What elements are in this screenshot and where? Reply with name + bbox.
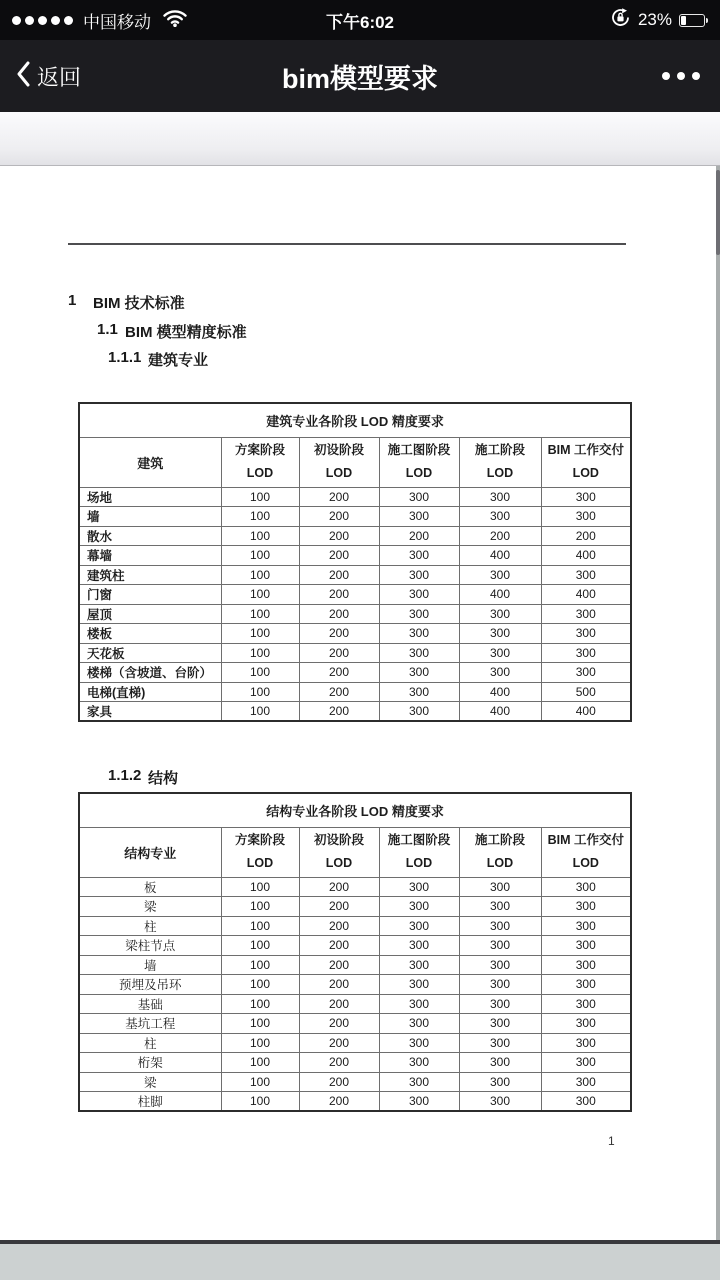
- table-corner-header: 结构专业: [79, 827, 221, 877]
- heading-1: [68, 292, 185, 313]
- lod-value-cell: 100: [221, 1014, 299, 1034]
- table-row: [79, 487, 631, 507]
- lod-value-cell: 200: [541, 526, 631, 546]
- table-row: [79, 663, 631, 683]
- lod-table-architecture: [78, 402, 632, 722]
- lod-value-cell: 200: [299, 663, 379, 683]
- table-column-header: BIM 工作交付 LOD: [541, 437, 631, 487]
- table-column-header: 施工图阶段 LOD: [379, 437, 459, 487]
- lod-value-cell: 200: [459, 526, 541, 546]
- lod-value-cell: 100: [221, 916, 299, 936]
- lod-value-cell: 300: [379, 507, 459, 527]
- table-row: [79, 1092, 631, 1112]
- heading-number: 1.1: [97, 321, 118, 338]
- lod-value-cell: 300: [541, 604, 631, 624]
- lod-value-cell: 100: [221, 585, 299, 605]
- lod-value-cell: 300: [541, 936, 631, 956]
- table-row: [79, 604, 631, 624]
- lod-value-cell: 300: [459, 1014, 541, 1034]
- row-label: 幕墙: [79, 546, 221, 566]
- lod-value-cell: 300: [379, 604, 459, 624]
- lod-value-cell: 100: [221, 897, 299, 917]
- lod-value-cell: 200: [299, 897, 379, 917]
- heading-1-1-2: [108, 767, 178, 788]
- lod-value-cell: 400: [541, 702, 631, 722]
- menu-dot-icon: [677, 72, 685, 80]
- row-label: 楼板: [79, 624, 221, 644]
- table-row: [79, 702, 631, 722]
- lod-value-cell: 100: [221, 682, 299, 702]
- row-label: 门窗: [79, 585, 221, 605]
- lod-value-cell: 300: [459, 565, 541, 585]
- lod-value-cell: 300: [379, 916, 459, 936]
- row-label: 预埋及吊环: [79, 975, 221, 995]
- row-label: 基础: [79, 994, 221, 1014]
- heading-text: 结构: [148, 770, 179, 787]
- table-row: [79, 507, 631, 527]
- table-column-header: 方案阶段 LOD: [221, 827, 299, 877]
- lod-value-cell: 300: [459, 1053, 541, 1073]
- lod-value-cell: 200: [299, 643, 379, 663]
- chevron-left-icon: [16, 61, 31, 92]
- document-page[interactable]: [0, 166, 716, 1240]
- lod-value-cell: 300: [459, 507, 541, 527]
- lod-value-cell: 100: [221, 975, 299, 995]
- lod-value-cell: 300: [379, 663, 459, 683]
- lod-value-cell: 300: [459, 897, 541, 917]
- heading-number: 1: [68, 292, 77, 309]
- lod-value-cell: 100: [221, 526, 299, 546]
- lod-value-cell: 300: [541, 1033, 631, 1053]
- row-label: 墙: [79, 507, 221, 527]
- row-label: 梁柱节点: [79, 936, 221, 956]
- clock-label: 下午6:02: [325, 12, 395, 32]
- lod-value-cell: 400: [541, 585, 631, 605]
- battery-percent-label: 23%: [637, 10, 672, 29]
- menu-dot-icon: [692, 72, 700, 80]
- lod-value-cell: 300: [379, 877, 459, 897]
- row-label: 楼梯（含坡道、台阶）: [79, 663, 221, 683]
- lod-value-cell: 200: [299, 604, 379, 624]
- table-row: [79, 1033, 631, 1053]
- lod-value-cell: 200: [299, 682, 379, 702]
- row-label: 梁: [79, 897, 221, 917]
- lod-value-cell: 100: [221, 604, 299, 624]
- lod-value-cell: 300: [541, 1053, 631, 1073]
- lod-value-cell: 100: [221, 643, 299, 663]
- lod-value-cell: 100: [221, 546, 299, 566]
- heading-1-1-1: [108, 349, 208, 370]
- table-column-header: 施工阶段 LOD: [459, 827, 541, 877]
- row-label: 墙: [79, 955, 221, 975]
- lod-value-cell: 200: [299, 916, 379, 936]
- lod-value-cell: 300: [379, 975, 459, 995]
- table-row: [79, 624, 631, 644]
- lod-table: [78, 402, 632, 722]
- more-menu-button[interactable]: [658, 62, 704, 90]
- lod-value-cell: 200: [299, 994, 379, 1014]
- rotation-lock-icon: [610, 7, 631, 33]
- lod-value-cell: 200: [299, 507, 379, 527]
- lod-value-cell: 200: [299, 585, 379, 605]
- signal-strength-icon: [12, 16, 73, 25]
- row-label: 梁: [79, 1072, 221, 1092]
- table-column-header: 施工图阶段 LOD: [379, 827, 459, 877]
- lod-value-cell: 100: [221, 994, 299, 1014]
- heading-1-1: [97, 321, 247, 342]
- row-label: 天花板: [79, 643, 221, 663]
- lod-value-cell: 300: [459, 955, 541, 975]
- row-label: 家具: [79, 702, 221, 722]
- row-label: 桁架: [79, 1053, 221, 1073]
- lod-value-cell: 100: [221, 663, 299, 683]
- table-row: [79, 936, 631, 956]
- lod-value-cell: 200: [299, 546, 379, 566]
- row-label: 散水: [79, 526, 221, 546]
- lod-value-cell: 100: [221, 955, 299, 975]
- table-row: [79, 585, 631, 605]
- table-row: [79, 1072, 631, 1092]
- lod-value-cell: 200: [299, 1014, 379, 1034]
- row-label: 柱: [79, 916, 221, 936]
- lod-value-cell: 300: [459, 1092, 541, 1112]
- table-row: [79, 546, 631, 566]
- toolbar-band: [0, 112, 720, 166]
- lod-value-cell: 300: [379, 1053, 459, 1073]
- lod-value-cell: 200: [299, 1072, 379, 1092]
- lod-value-cell: 200: [299, 1033, 379, 1053]
- table-corner-header: 建筑: [79, 437, 221, 487]
- lod-value-cell: 100: [221, 877, 299, 897]
- lod-value-cell: 300: [379, 624, 459, 644]
- lod-value-cell: 200: [299, 955, 379, 975]
- table-row: [79, 682, 631, 702]
- lod-value-cell: 200: [299, 975, 379, 995]
- lod-value-cell: 300: [459, 1033, 541, 1053]
- lod-value-cell: 300: [459, 663, 541, 683]
- lod-value-cell: 300: [541, 487, 631, 507]
- table-column-header: 初设阶段 LOD: [299, 827, 379, 877]
- lod-value-cell: 400: [459, 546, 541, 566]
- lod-value-cell: 300: [459, 643, 541, 663]
- lod-value-cell: 200: [299, 702, 379, 722]
- table-column-header: 施工阶段 LOD: [459, 437, 541, 487]
- table-row: [79, 565, 631, 585]
- lod-value-cell: 300: [541, 1014, 631, 1034]
- lod-value-cell: 200: [299, 487, 379, 507]
- battery-icon: [679, 14, 708, 27]
- lod-value-cell: 300: [379, 702, 459, 722]
- lod-value-cell: 300: [541, 994, 631, 1014]
- row-label: 柱: [79, 1033, 221, 1053]
- lod-value-cell: 300: [541, 975, 631, 995]
- table-row: [79, 1053, 631, 1073]
- lod-value-cell: 300: [459, 994, 541, 1014]
- table-column-header: 初设阶段 LOD: [299, 437, 379, 487]
- lod-value-cell: 100: [221, 507, 299, 527]
- back-button-label: 返回: [37, 64, 82, 90]
- lod-table-structure: [78, 792, 632, 1112]
- scrollbar[interactable]: [716, 170, 720, 255]
- lod-value-cell: 300: [459, 1072, 541, 1092]
- heading-number: 1.1.1: [108, 349, 142, 366]
- heading-text: BIM 模型精度标准: [125, 324, 247, 341]
- table-title: 建筑专业各阶段 LOD 精度要求: [79, 403, 631, 437]
- lod-value-cell: 300: [541, 916, 631, 936]
- lod-value-cell: 300: [541, 877, 631, 897]
- lod-value-cell: 300: [379, 487, 459, 507]
- table-row: [79, 877, 631, 897]
- lod-value-cell: 300: [379, 936, 459, 956]
- carrier-label: 中国移动: [83, 12, 151, 32]
- lod-value-cell: 100: [221, 1092, 299, 1112]
- row-label: 柱脚: [79, 1092, 221, 1112]
- lod-value-cell: 300: [459, 936, 541, 956]
- lod-value-cell: 300: [541, 1092, 631, 1112]
- lod-value-cell: 400: [459, 682, 541, 702]
- page-title: bim模型要求: [281, 63, 438, 94]
- lod-value-cell: 300: [379, 682, 459, 702]
- lod-value-cell: 300: [379, 994, 459, 1014]
- lod-value-cell: 300: [541, 624, 631, 644]
- lod-value-cell: 300: [541, 897, 631, 917]
- lod-value-cell: 400: [459, 702, 541, 722]
- menu-dot-icon: [662, 72, 670, 80]
- lod-value-cell: 300: [379, 1072, 459, 1092]
- row-label: 板: [79, 877, 221, 897]
- lod-value-cell: 100: [221, 936, 299, 956]
- table-column-header: BIM 工作交付 LOD: [541, 827, 631, 877]
- table-row: [79, 526, 631, 546]
- lod-value-cell: 300: [379, 1092, 459, 1112]
- lod-value-cell: 200: [299, 565, 379, 585]
- row-label: 建筑柱: [79, 565, 221, 585]
- lod-value-cell: 200: [299, 624, 379, 644]
- lod-value-cell: 100: [221, 1053, 299, 1073]
- lod-value-cell: 300: [379, 585, 459, 605]
- lod-value-cell: 300: [459, 916, 541, 936]
- table-row: [79, 975, 631, 995]
- lod-value-cell: 300: [379, 1033, 459, 1053]
- lod-value-cell: 300: [459, 975, 541, 995]
- lod-value-cell: 300: [379, 955, 459, 975]
- wifi-icon: [163, 9, 187, 32]
- page-number: 1: [608, 1134, 615, 1148]
- lod-value-cell: 300: [459, 604, 541, 624]
- lod-value-cell: 200: [299, 1053, 379, 1073]
- row-label: 场地: [79, 487, 221, 507]
- lod-value-cell: 300: [379, 546, 459, 566]
- lod-value-cell: 300: [379, 643, 459, 663]
- table-row: [79, 994, 631, 1014]
- heading-number: 1.1.2: [108, 767, 142, 784]
- lod-value-cell: 500: [541, 682, 631, 702]
- lod-value-cell: 200: [299, 1092, 379, 1112]
- lod-value-cell: 200: [299, 936, 379, 956]
- lod-value-cell: 300: [541, 955, 631, 975]
- lod-value-cell: 300: [379, 1014, 459, 1034]
- header-rule: [68, 243, 626, 245]
- table-row: [79, 897, 631, 917]
- lod-value-cell: 300: [459, 877, 541, 897]
- lod-value-cell: 300: [541, 663, 631, 683]
- lod-value-cell: 400: [541, 546, 631, 566]
- table-row: [79, 1014, 631, 1034]
- lod-value-cell: 300: [379, 897, 459, 917]
- table-row: [79, 916, 631, 936]
- lod-value-cell: 100: [221, 702, 299, 722]
- heading-text: BIM 技术标准: [93, 295, 185, 312]
- table-row: [79, 643, 631, 663]
- heading-text: 建筑专业: [148, 352, 209, 369]
- lod-table: [78, 792, 632, 1112]
- lod-value-cell: 300: [541, 643, 631, 663]
- lod-value-cell: 200: [299, 526, 379, 546]
- back-button[interactable]: [16, 61, 81, 92]
- lod-value-cell: 100: [221, 1033, 299, 1053]
- lod-value-cell: 200: [379, 526, 459, 546]
- lod-value-cell: 100: [221, 565, 299, 585]
- lod-value-cell: 300: [541, 1072, 631, 1092]
- lod-value-cell: 100: [221, 624, 299, 644]
- lod-value-cell: 300: [541, 565, 631, 585]
- lod-value-cell: 100: [221, 1072, 299, 1092]
- table-row: [79, 955, 631, 975]
- lod-value-cell: 300: [379, 565, 459, 585]
- nav-bar: [0, 40, 720, 112]
- lod-value-cell: 200: [299, 877, 379, 897]
- row-label: 屋顶: [79, 604, 221, 624]
- status-bar: [0, 0, 720, 40]
- lod-value-cell: 300: [459, 624, 541, 644]
- row-label: 基坑工程: [79, 1014, 221, 1034]
- lod-value-cell: 100: [221, 487, 299, 507]
- row-label: 电梯(直梯): [79, 682, 221, 702]
- lod-value-cell: 300: [459, 487, 541, 507]
- footer-background: [0, 1240, 720, 1280]
- table-title: 结构专业各阶段 LOD 精度要求: [79, 793, 631, 827]
- lod-value-cell: 400: [459, 585, 541, 605]
- table-column-header: 方案阶段 LOD: [221, 437, 299, 487]
- lod-value-cell: 300: [541, 507, 631, 527]
